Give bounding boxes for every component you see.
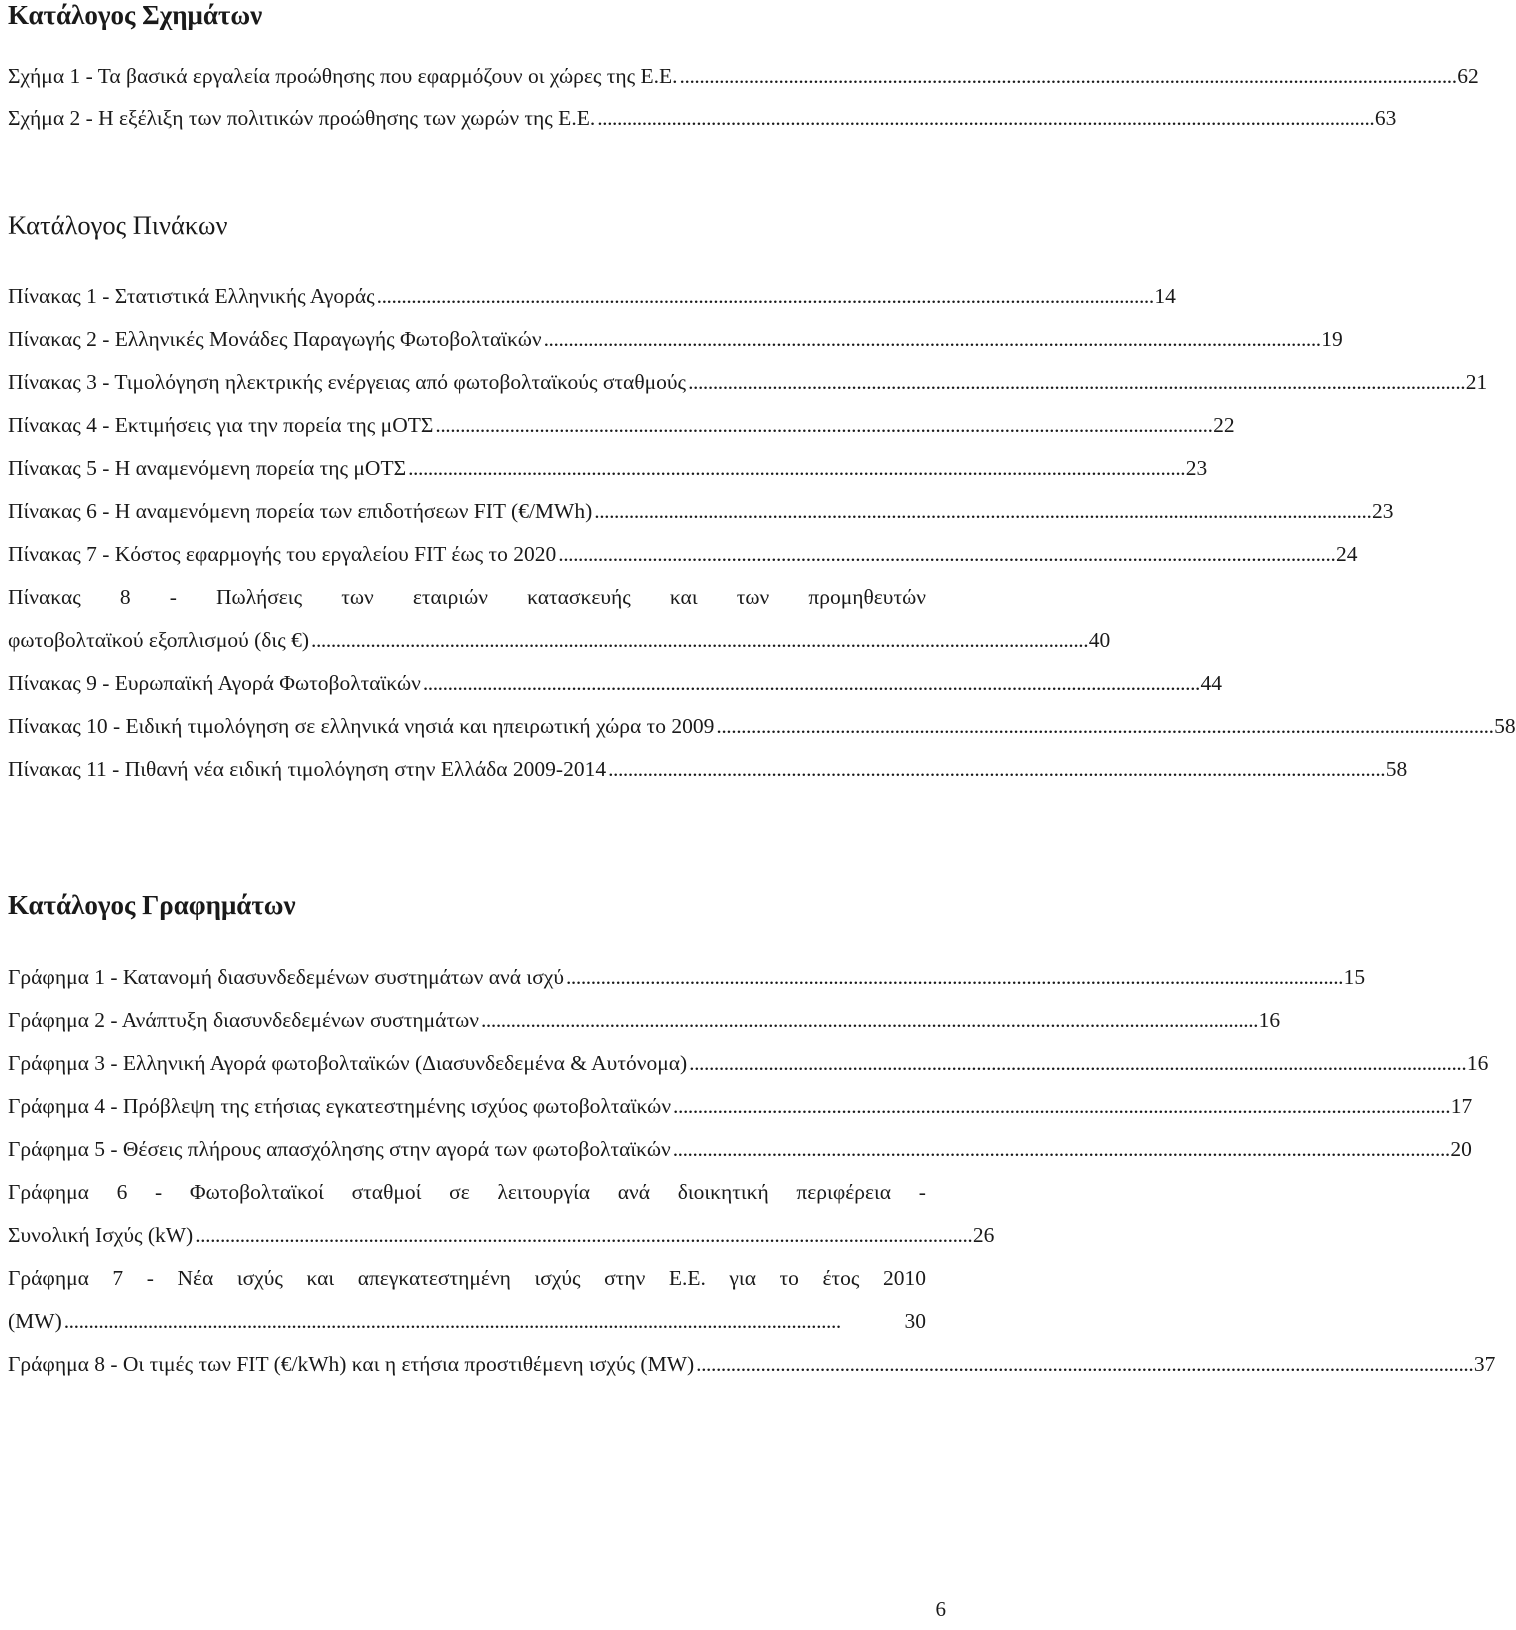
figure-entry-1[interactable]: Σχήμα 1 - Τα βασικά εργαλεία προώθησης που εφαρμόζουν οι χώρες της Ε.Ε. . . . 62 [8, 62, 926, 90]
table-entry-8-line1[interactable]: Πίνακας 8 - Πωλήσεις των εταιριών κατασκευής και των προμηθευτών [8, 585, 926, 609]
table-entry-2[interactable]: Πίνακας 2 - Ελληνικές Μονάδες Παραγωγής Φωτοβολταϊκών . . . 19 [8, 325, 926, 353]
table-entry-4[interactable]: Πίνακας 4 - Εκτιμήσεις για την πορεία της μΟΤΣ . . . 22 [8, 411, 926, 439]
figure-entry-2[interactable]: Σχήμα 2 - Η εξέλιξη των πολιτικών προώθησης των χωρών της Ε.Ε. . . . 63 [8, 104, 926, 132]
charts-list-title: Κατάλογος Γραφημάτων [8, 890, 296, 920]
page-number: 6 [935, 1597, 946, 1621]
table-entry-9[interactable]: Πίνακας 9 - Ευρωπαϊκή Αγορά Φωτοβολταϊκών . . . 44 [8, 669, 926, 697]
tables-list-title: Κατάλογος Πινάκων [8, 210, 228, 240]
table-entry-7[interactable]: Πίνακας 7 - Κόστος εφαρμογής του εργαλείου FIT έως το 2020 . . . 24 [8, 540, 926, 568]
chart-entry-3[interactable]: Γράφημα 3 - Ελληνική Αγορά φωτοβολταϊκών (Διασυνδεδεμένα & Αυτόνομα) . . . 16 [8, 1049, 926, 1077]
chart-entry-2[interactable]: Γράφημα 2 - Ανάπτυξη διασυνδεδεμένων συστημάτων . . . 16 [8, 1006, 926, 1034]
chart-entry-4[interactable]: Γράφημα 4 - Πρόβλεψη της ετήσιας εγκατεστημένης ισχύος φωτοβολταϊκών . . . 17 [8, 1092, 926, 1120]
chart-entry-1[interactable]: Γράφημα 1 - Κατανομή διασυνδεδεμένων συστημάτων ανά ισχύ . . . 15 [8, 963, 926, 991]
chart-entry-6[interactable]: Συνολική Ισχύς (kW) . . . 26 [8, 1221, 926, 1249]
chart-entry-7[interactable]: (MW) . . . 30 [8, 1307, 926, 1335]
chart-entry-5[interactable]: Γράφημα 5 - Θέσεις πλήρους απασχόλησης στην αγορά των φωτοβολταϊκών . . . 20 [8, 1135, 926, 1163]
figures-list-title: Κατάλογος Σχημάτων [8, 0, 263, 30]
table-entry-11[interactable]: Πίνακας 11 - Πιθανή νέα ειδική τιμολόγηση στην Ελλάδα 2009-2014 . . . 58 [8, 755, 926, 783]
chart-entry-7-line1[interactable]: Γράφημα 7 - Νέα ισχύς και απεγκατεστημένη ισχύς στην Ε.Ε. για το έτος 2010 [8, 1266, 926, 1290]
table-entry-6[interactable]: Πίνακας 6 - Η αναμενόμενη πορεία των επιδοτήσεων FIT (€/MWh) . . . 23 [8, 497, 926, 525]
table-entry-3[interactable]: Πίνακας 3 - Τιμολόγηση ηλεκτρικής ενέργειας από φωτοβολταϊκούς σταθμούς . . . 21 [8, 368, 926, 396]
chart-entry-6-line1[interactable]: Γράφημα 6 - Φωτοβολταϊκοί σταθμοί σε λειτουργία ανά διοικητική περιφέρεια - [8, 1180, 926, 1204]
table-entry-1[interactable]: Πίνακας 1 - Στατιστικά Ελληνικής Αγοράς . . . 14 [8, 282, 926, 310]
table-entry-8[interactable]: φωτοβολταϊκού εξοπλισμού (δις €) . . . 40 [8, 626, 926, 654]
table-entry-5[interactable]: Πίνακας 5 - Η αναμενόμενη πορεία της μΟΤΣ . . . 23 [8, 454, 926, 482]
chart-entry-8[interactable]: Γράφημα 8 - Οι τιμές των FIT (€/kWh) και η ετήσια προστιθέμενη ισχύς (MW) . . . 37 [8, 1350, 926, 1378]
table-entry-10[interactable]: Πίνακας 10 - Ειδική τιμολόγηση σε ελληνικά νησιά και ηπειρωτική χώρα το 2009 . . . 58 [8, 712, 926, 740]
